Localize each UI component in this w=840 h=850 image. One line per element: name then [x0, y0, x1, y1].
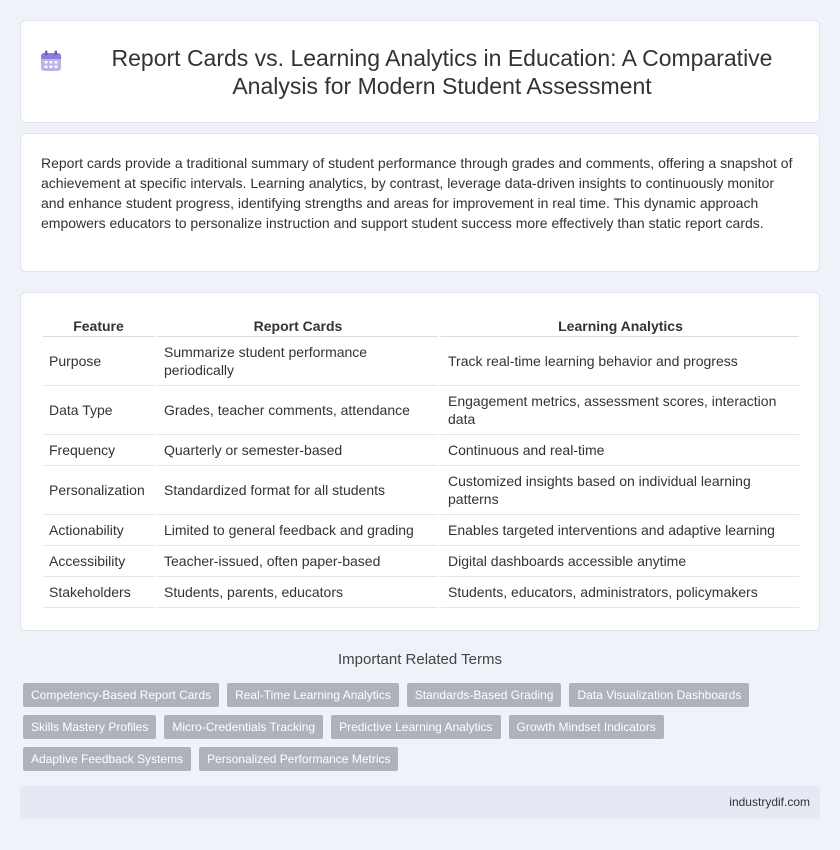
learning-analytics-cell: Continuous and real-time: [438, 435, 799, 466]
learning-analytics-cell: Customized insights based on individual learning patterns: [438, 466, 799, 515]
related-terms-list: [23, 683, 823, 779]
feature-cell: Stakeholders: [43, 577, 154, 608]
header-learning-analytics: Learning Analytics: [438, 315, 799, 337]
intro-card: [20, 133, 820, 272]
comparison-table-card: [20, 292, 820, 631]
related-term-tag[interactable]: Competency-Based Report Cards: [23, 683, 219, 707]
table-row: [43, 337, 799, 386]
footer: [20, 786, 820, 819]
learning-analytics-cell: Track real-time learning behavior and progress: [438, 337, 799, 386]
related-term-tag[interactable]: Data Visualization Dashboards: [569, 683, 749, 707]
calendar-icon: [40, 50, 62, 72]
comparison-table: [43, 315, 799, 608]
learning-analytics-cell: Digital dashboards accessible anytime: [438, 546, 799, 577]
related-term-tag[interactable]: Personalized Performance Metrics: [199, 747, 398, 771]
header-feature: Feature: [43, 315, 154, 337]
footer-site-link[interactable]: industrydif.com: [729, 795, 810, 809]
related-term-tag[interactable]: Predictive Learning Analytics: [331, 715, 500, 739]
feature-cell: Personalization: [43, 466, 154, 515]
related-term-tag[interactable]: Adaptive Feedback Systems: [23, 747, 191, 771]
related-term-tag[interactable]: Growth Mindset Indicators: [509, 715, 664, 739]
intro-paragraph: Report cards provide a traditional summary of student performance through grades and comments, offering a snapshot of achievement at specific intervals. Learning analytics, by contrast, leverage data-driven insights to continuously monitor and enhance student progress, identifying strengths and areas for improvement in real time. This dynamic approach empowers educators to personalize instruction and support student success more effectively than static report cards.: [41, 155, 793, 231]
page-title: Report Cards vs. Learning Analytics in Education: A Comparative Analysis for Modern Student Assessment: [111, 44, 773, 99]
table-row: [43, 386, 799, 435]
report-cards-cell: Standardized format for all students: [154, 466, 438, 515]
learning-analytics-cell: Enables targeted interventions and adaptive learning: [438, 515, 799, 546]
table-row: [43, 577, 799, 608]
table-row: [43, 466, 799, 515]
report-cards-cell: Teacher-issued, often paper-based: [154, 546, 438, 577]
related-term-tag[interactable]: Micro-Credentials Tracking: [164, 715, 323, 739]
feature-cell: Actionability: [43, 515, 154, 546]
report-cards-cell: Grades, teacher comments, attendance: [154, 386, 438, 435]
feature-cell: Accessibility: [43, 546, 154, 577]
related-term-tag[interactable]: Real-Time Learning Analytics: [227, 683, 399, 707]
related-term-tag[interactable]: Standards-Based Grading: [407, 683, 562, 707]
feature-cell: Data Type: [43, 386, 154, 435]
report-cards-cell: Limited to general feedback and grading: [154, 515, 438, 546]
learning-analytics-cell: Engagement metrics, assessment scores, interaction data: [438, 386, 799, 435]
title-wrap: [40, 44, 800, 100]
report-cards-cell: Quarterly or semester-based: [154, 435, 438, 466]
feature-cell: Purpose: [43, 337, 154, 386]
related-terms-heading: Important Related Terms: [338, 651, 502, 668]
report-cards-cell: Summarize student performance periodically: [154, 337, 438, 386]
related-term-tag[interactable]: Skills Mastery Profiles: [23, 715, 156, 739]
learning-analytics-cell: Students, educators, administrators, policymakers: [438, 577, 799, 608]
title-card: [20, 20, 820, 123]
report-cards-cell: Students, parents, educators: [154, 577, 438, 608]
table-row: [43, 435, 799, 466]
table-header-row: [43, 315, 799, 337]
table-row: [43, 515, 799, 546]
header-report-cards: Report Cards: [154, 315, 438, 337]
table-row: [43, 546, 799, 577]
feature-cell: Frequency: [43, 435, 154, 466]
